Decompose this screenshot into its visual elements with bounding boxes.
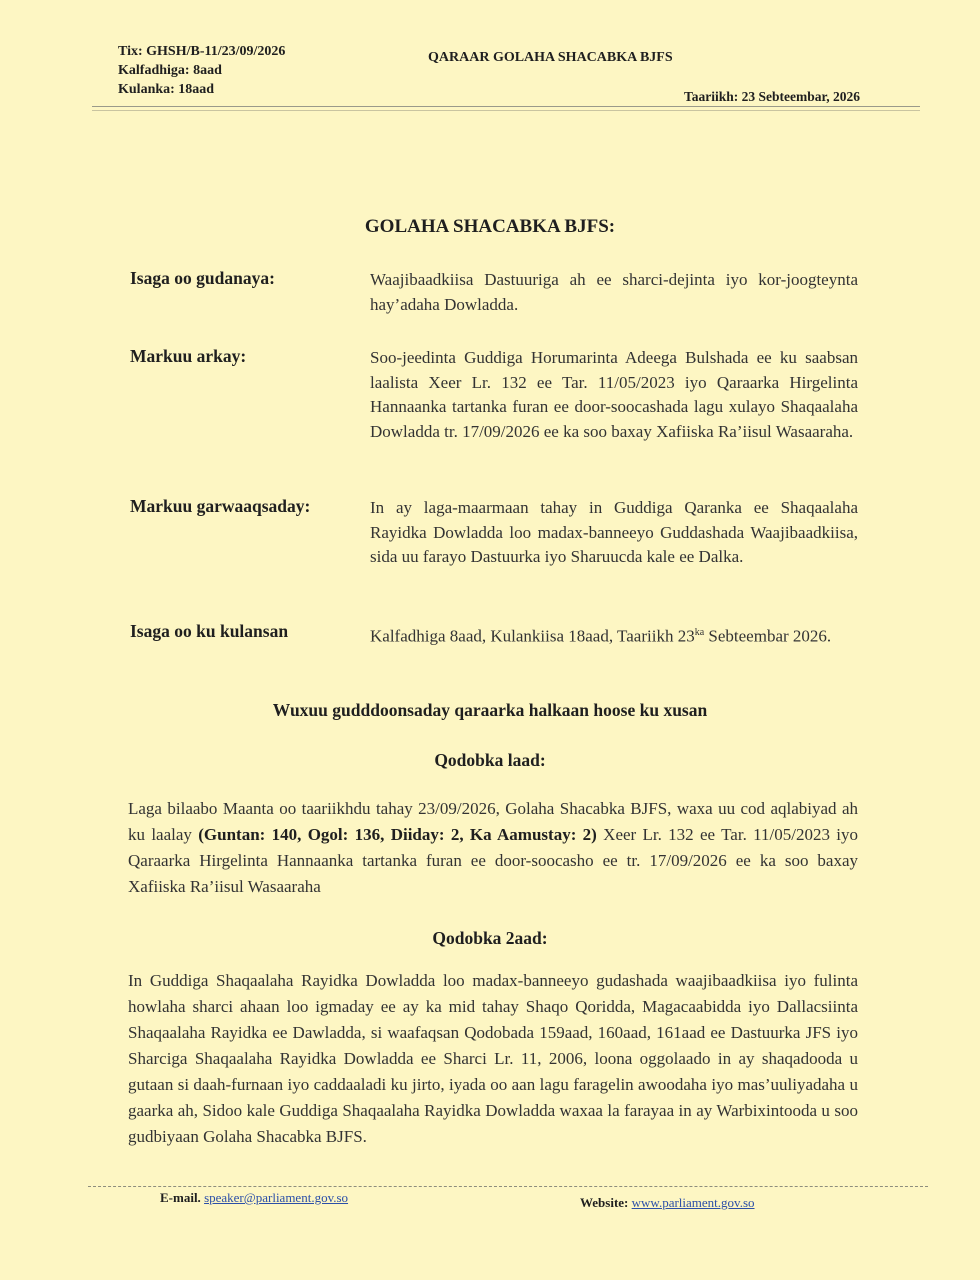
preamble-label: Markuu arkay: [130, 346, 247, 366]
header-reference-block [118, 42, 285, 99]
ordinal-suffix: ka [694, 627, 705, 638]
footer-divider [88, 1186, 928, 1187]
article-1-heading: Qodobka laad: [434, 750, 546, 770]
document-header-title: QARAAR GOLAHA SHACABKA BJFS [428, 50, 673, 65]
preamble-text: Soo-jeedinta Guddiga Horumarinta Adeega Bulshada ee ku saabsan laalista Xeer Lr. 132 ee Tar. 11/05/2023 iyo Qaraarka Hirgelinta Hannaanka tartanka furan ee door-soocashada lagu xulayo Shaqaalaha Dowladda tr. 17/09/2026 ee ka soo baxay Xafiiska Ra’iisul Wasaaraha. [370, 348, 858, 441]
article-2-text: In Guddiga Shaqaalaha Rayidka Dowladda loo madax-banneeyo gudashada waajibaadkiisa iyo fulinta howlaha sharci ahaan loo igmaday ee ay ka mid tahay Shaqo Qoridda, Magacaabidda iyo Dallacsiinta Shaqaalaha Rayidka ee Dawladda, si waafaqsan Qodobada 159aad, 160aad, 161aad ee Dastuurka JFS iyo Sharciga Shaqaalaha Rayidka Dowladda ee Sharci Lr. 11, 2006, loona oggolaado in ay shaqadooda u gutaan si daah-furnaan iyo caddaaladi ku jirto, iyada oo aan lagu faragelin awoodaha iyo mas’uuliyadaha u gaarka ah, Sidoo kale Guddiga Shaqaalaha Rayidka Dowladda waxaa la farayaa in ay Warbixintooda u soo gudbiyaan Golaha Shacabka BJFS. [128, 971, 858, 1146]
preamble-text-end: Sebteembar 2026. [704, 626, 832, 646]
preamble-text: In ay laga-maarmaan tahay in Guddiga Qaranka ee Shaqaalaha Rayidka Dowladda loo madax-banneeyo Guddashada Waajibaadkiisa, sida uu farayo Dastuurka iyo Sharuucda kale ee Dalka. [370, 498, 858, 566]
website-label: Website: [580, 1195, 629, 1210]
resolution-heading: Wuxuu gudddoonsaday qaraarka halkaan hoose ku xusan [272, 700, 708, 720]
article-2-heading: Qodobka 2aad: [432, 928, 548, 948]
document-date: Taariikh: 23 Sebteembar, 2026 [684, 89, 861, 104]
preamble-label: Markuu garwaaqsaday: [130, 496, 311, 516]
reference-number: Tix: GHSH/B-11/23/09/2026 [118, 44, 286, 59]
footer-website [580, 1195, 755, 1211]
session-number: Kalfadhiga: 8aad [118, 63, 222, 78]
preamble-text [370, 621, 858, 649]
article-1-intro: Laga bilaabo Maanta oo taariikhdu tahay 23/09/2026, Golaha Shacabka BJFS, waxa uu cod aqlabiyad ah ku laalay [128, 799, 858, 844]
website-link[interactable]: www.parliament.gov.so [631, 1195, 755, 1210]
header-divider [92, 106, 920, 107]
header-divider-secondary [92, 110, 920, 111]
vote-count: (Guntan: 140, Ogol: 136, Diiday: 2, Ka Aamustay: 2) [198, 825, 597, 844]
article-1-body: Xeer Lr. 132 ee Tar. 11/05/2023 iyo Qaraarka Hirgelinta Hannaanka tartanka furan ee door-soocasho ee tr. 17/09/2026 ee ka soo baxay Xafiiska Ra’iisul Wasaaraha [128, 825, 859, 896]
preamble-label: Isaga oo ku kulansan [130, 621, 289, 641]
preamble-text-main: Kalfadhiga 8aad, Kulankiisa 18aad, Taariikh 23 [370, 626, 695, 646]
meeting-number: Kulanka: 18aad [118, 82, 215, 97]
preamble-label: Isaga oo gudanaya: [130, 268, 275, 288]
email-label: E-mail. [160, 1190, 201, 1205]
article-1-text [128, 796, 858, 900]
preamble-text: Waajibaadkiisa Dastuuriga ah ee sharci-dejinta iyo kor-joogteynta hay’adaha Dowladda. [370, 270, 858, 314]
email-link[interactable]: speaker@parliament.gov.so [204, 1190, 349, 1205]
footer-email [160, 1190, 348, 1206]
page-title: GOLAHA SHACABKA BJFS: [364, 216, 616, 237]
